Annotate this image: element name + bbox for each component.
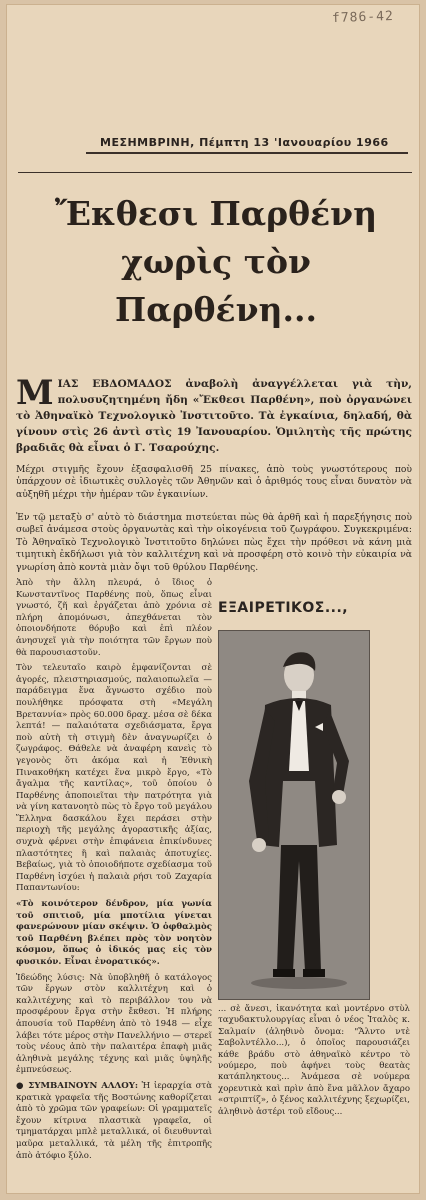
paragraph-2: Ἐν τῷ μεταξὺ σ' αὐτὸ τὸ διάστημα πιστεύεται πὼς θὰ ἀρθῆ καὶ ἡ παρεξήγησις ποὺ σωβεῖ ἀνάμεσα στοὺς ὀργανωτὰς καὶ τὴν οἰκογένεια τοῦ ζωγράφου. Συγκεκριμένα: Τὸ Ἀθηναϊκὸ Τεχνολογικὸ Ἰνστιτοῦτο δηλώνει πὼς ἔχει τὴν πρόθεσι νὰ κάνη μιὰ τιμητικὴ ἐκδήλωσι γιὰ τὸν καλλιτέχνη καὶ νὰ προσφέρη στὸ κοινὸ τὴν εὐκαιρία νὰ γνωρίση ἀπὸ κοντὰ μιὰν ὄψι τοῦ θρύλου Παρθένης. bbox=[16, 512, 412, 573]
photo-heading: ΕΞΑΙΡΕΤΙΚΟΣ..., bbox=[218, 600, 349, 616]
archive-note: f786-42 bbox=[331, 8, 395, 27]
headline-line-2: χωρὶς τὸν bbox=[121, 242, 311, 281]
drop-cap: Μ bbox=[16, 373, 54, 413]
section-rule bbox=[18, 172, 412, 173]
left-col-paragraph-3: Ἰδεώδης λύσις: Νὰ ὑποβληθῆ ὁ κατάλογος τῶν ἔργων στὸν καλλιτέχνη καὶ ὁ καλλιτέχνης καὶ τὸ περιβάλλον του νὰ προσφέρουν ἔργα στὴν ἔκθεσι. Ἡ πλήρης ἀπουσία τοῦ Παρθένη ἀπὸ τὸ 1948 — εἶχε λάβει τότε μέρος στὴν Πανελλήνιο — στερεῖ τοὺς νέους ἀπὸ τὴν παλαιτέρα ἐπαφὴ μιᾶς ἀληθινὰ μεγάλης τέχνης καὶ μιᾶς ὑψηλῆς ἐμπνεύσεως. bbox=[16, 972, 212, 1076]
paragraph-1: Μέχρι στιγμῆς ἔχουν ἐξασφαλισθῆ 25 πίνακες, ἀπὸ τοὺς γνωστότερους ποὺ ὑπάρχουν σὲ ἰδιωτικὲς συλλογὲς τῶν Ἀθηνῶν καὶ ὁ ἀριθμός τους εἶναι δυνατὸν νὰ αὐξηθῆ μέχρι τὴν ἡμέραν τῶν ἐγκαινίων. bbox=[16, 464, 412, 500]
bullet-item bbox=[16, 1081, 212, 1162]
lead-text: ΙΑΣ ΕΒΔΟΜΑΔΟΣ ἀναβολὴ ἀναγγέλλεται γιὰ τὴν, πολυσυζητημένη ἤδη «Ἔκθεσι Παρθένη», ποὺ ὀργανώνει τὸ Ἀθηναϊκὸ Τεχνολογικὸ Ἰνστιτοῦτο. Τὰ ἐγκαίνια, δηλαδή, θὰ γίνουν στὶς 26 ἀντὶ στὶς 19 Ἰανουαρίου. Ὁμιλητὴς τῆς πρώτης βραδιᾶς θὰ εἶναι ὁ Γ. Τσαρούχης. bbox=[16, 378, 412, 454]
photo-caption: ... σὲ ἄνεσι, ἱκανότητα καὶ μοντέρνο στὺλ ταχυδακτυλουργίας εἶναι ὁ νέος Ἰταλὸς κ. Σαλμαίν (ἀληθινὸ ὄνομα: "Ἄλντο ντὲ Σαβολντέλλο...), ὁ ὁποῖος παρουσιάζει κάθε βράδυ στὸ ἀθηναϊκὸ κέντρο τὸ νούμερο, ποὺ ἀφήνει τοὺς θεατὰς κατάπληκτους... Ἀνάμεσα σὲ νούμερα χορευτικὰ καὶ πρὶν ἀπὸ ἕνα μᾶλλον ἄχαρο «στριπτίζ», ὁ ξένος καλλιτέχνης ξεχωρίζει, ἀληθινὸ ἀστέρι τοῦ εἴδους... bbox=[218, 1004, 410, 1117]
left-col-paragraph-1: Ἀπὸ τὴν ἄλλη πλευρά, ὁ ἴδιος ὁ Κωνσταντῖνος Παρθένης ποὺ, ὅπως εἶναι γνωστό, ζῆ καὶ ἐργάζεται ἀπὸ χρόνια σὲ πλήρη ἀπομόνωσι, ἀπεχθάνεται τὸν ὁποιονδήποτε θόρυβο καὶ ἐπὶ πλέον ἀνησυχεῖ γιὰ τὴν ποιότητα τῶν ἔργων ποὺ θὰ παρουσιαστοῦν. bbox=[16, 578, 212, 658]
headline bbox=[36, 190, 396, 334]
performer-figure bbox=[219, 631, 369, 999]
masthead-rule bbox=[86, 152, 408, 154]
pull-quote: «Τὸ κοινότερον δένδρον, μία γωνία τοῦ σπιτιοῦ, μία μποτίλια γίνεται φανερώνουν μίαν σκέψιν. Ὁ ὀφθαλμὸς τοῦ Παρθένη βλέπει πρὸς τὸν νοητὸν κόσμον, ὅπως ὁ ἰδικός μας εἰς τὸν φυσικόν. Εἶναι ἐνορατικός». bbox=[16, 899, 212, 967]
headline-line-1: Ἔκθεσι Παρθένη bbox=[54, 194, 378, 233]
headline-line-3: Παρθένη... bbox=[115, 290, 317, 329]
bullet-head: ● ΣΥΜΒΑΙΝΟΥΝ ΑΛΛΟΥ: bbox=[16, 1080, 139, 1091]
performer-photo bbox=[218, 630, 370, 1000]
bullet-text: Ἡ ἱεραρχία στὰ κρατικὰ γραφεῖα τῆς Βοστώνης καθορίζεται ἀπὸ τὸ χρῶμα τῶν γραφείων: Οἱ γραμματεῖς ἔχουν κίτρινα πλαστικὰ γραφεῖα, οἱ τμηματάρχαι μπλὲ μεταλλικά, οἱ διευθυνταὶ μαῦρα μεταλλικά, τὰ μέλη τῆς ἐπιτροπῆς ἀπὸ ἀτόφιο ξύλο. bbox=[16, 1080, 212, 1161]
masthead: ΜΕΣΗΜΒΡΙΝΗ, Πέμπτη 13 'Ιανουαρίου 1966 bbox=[100, 136, 389, 149]
left-col-paragraph-2: Τὸν τελευταῖο καιρὸ ἐμφανίζονται σὲ ἀγορές, πλειστηριασμούς, παλαιοπωλεῖα — παράδειγμα ἕνα ἄγνωστο σχέδιο ποὺ πουλήθηκε πρόσφατα στὴ «Μεγάλη Βρεταννία» πρὸς 60.000 δραχ. μέσα σὲ δέκα λεπτά! — παλαιότατα σχεδιάσματα, ἔργα ποὺ αὐτὴ τὴ στιγμὴ δὲν ἀναγνωρίζει ὁ ζωγράφος. Θάθελε νὰ ἀναφέρη κανεὶς τὸ γεγονὸς ὅτι ἀκόμα καὶ ἡ Ἐθνικὴ Πινακοθήκη κατέχει ἕνα μικρὸ ἔργο, «Τὸ ἄγαλμα τῆς καντίλας», τοῦ ὁποίου ὁ Παρθένης ἀποποιεῖται τὴν πατρότητα γιὰ νὰ γίνη κατανοητὸ πὼς τὸ ἔργο τοῦ μεγάλου Ἕλληνα δασκάλου ἔχει περάσει στὴν περιοχὴ τῆς μεγάλης ἀγοραστικῆς ἀξίας, συχνὰ φέρνει στὴν ἐπιφάνεια ἐπικίνδυνες πλαστότητες ἢ καὶ παλαιὰς ἀποτυχίες. Βεβαίως, γιὰ τὸ ὁποιοδήποτε σχεδίασμα τοῦ Παρθένη ἰσχύει ἡ παλαιὰ ρήσι τοῦ Ζαχαρία Παπαντωνίου: bbox=[16, 663, 212, 894]
lead-paragraph bbox=[16, 373, 412, 456]
left-column bbox=[16, 578, 212, 1166]
